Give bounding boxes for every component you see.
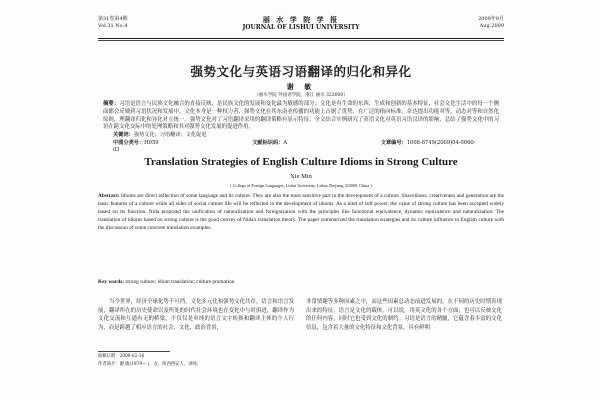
- header-rule-thin: [98, 40, 504, 41]
- keywords-label-cn: 关键词：: [113, 132, 134, 138]
- abstract-text-cn: 习语是语言与民族文化融合的直接反映，是民族文化的发展和变化最为敏感的部分；文化是有生命的东西，生成和创新的基本特征，社会文化生活中的每一个侧面都会反映到习语状况和发展中。文化本身是一种权力者，强势文化在其东南亚传播的功能上占据了优势，在广泛的指向标准，奈达提出功能对等，动态对等和自然化原则，理翻译归化和异化对立统一。强势文化对了习语翻译采用的翻译策略有显示特征。全文结合实例研究了英语文化对英语习语汉译的影响，总结了强势文化中的习语在跨文化交际中的处理策略和其对强势文化发展的促进作用。: [103, 101, 499, 131]
- abstract-cn: [103, 101, 499, 132]
- author-en: Xie Min: [290, 173, 312, 180]
- body-column-left: 当今世界，经济全球化势不可挡，文化多元化和强势文化共存，语言和语言发展，翻译所在的历史使命以及所处的时代社会环境也在变化中与时俱进，翻译作为文化交流和互通有无的桥梁，不仅仅是单纯的语言文字转换和翻译主体的个人行为，而是跨越了相应语言的社会、文化、政治背景，: [98, 299, 294, 331]
- title-en: Translation Strategies of English Culture Idioms in Strong Culture: [144, 156, 458, 168]
- volume-cn: 第31卷第4期: [98, 16, 128, 22]
- footnote-rule: [98, 351, 170, 352]
- abstract-label-cn: 摘要：: [103, 101, 120, 107]
- date-en: Aug.2009: [479, 23, 504, 29]
- footnote-author-bio: 作者简介：谢 敏(1979— )，女，陕西西安人，讲师。: [98, 362, 201, 367]
- doc-code-value: A: [283, 140, 288, 146]
- footnote-received: 收稿日期：2009-02-16: [98, 354, 145, 359]
- running-header: [98, 16, 504, 38]
- keywords-label-en: Key words:: [98, 279, 125, 285]
- journal-name-en: JOURNAL OF LISHUI UNIVERSITY: [242, 24, 360, 31]
- clc-value: H059: [144, 140, 159, 146]
- keywords-cn: [113, 132, 206, 139]
- volume-en: Vol.31 No.4: [98, 23, 128, 29]
- issue-date: [478, 16, 504, 30]
- abstract-en: [98, 193, 504, 233]
- classification-line: [113, 140, 493, 154]
- journal-name: [98, 16, 504, 31]
- clc-label: 中图分类号：: [113, 140, 145, 146]
- body-column-right: 非常情趣等多种因素之中，而这些因素总动态前进发展的，在不同的历史时期表现出来的特征，语言是文化的载体，可以说，用英文化的各个方面，也可以反映文化的任何内容，同时它也受到文化的制约。习语是语言的精髓，它蕴含着丰富的文化信息，包含着大量的文化特征和文化背景，具有鲜明: [306, 299, 502, 331]
- doc-code-field: [252, 140, 333, 146]
- article-no-label: 文章编号：: [380, 140, 407, 146]
- header-rule-thick: [98, 38, 504, 39]
- date-cn: 2009年8月: [478, 16, 504, 22]
- affiliation-en: ( College of Foreign Languages, Lishui University, Lishui Zhejiang 323000, China ): [230, 183, 372, 188]
- author-cn: 谢 敏: [286, 82, 316, 91]
- title-cn: 强势文化与英语习语翻译的归化和异化: [190, 64, 412, 79]
- affiliation-cn: （丽水学院 外国语学院，浙江 丽水 323000）: [254, 93, 348, 98]
- abstract-text-en: Idioms are direct reflection of some language and its culture. They are also the most sensitive part in the development of a culture. Shaveliness, creativeness and generation are the basic features of a culture while all sides of social culture life will be reflected in the development of idioms. As a kind of soft power, the value of strong culture has been accepted widely based on its function. Nida proposed the unification of naturalization and foreignization with the principles like functional equivalence, dynamic equivalence and naturalization. The translation of idioms based on strong culture is the good convey of Nida's translation theory. The paper summarized the translation strategies and its culture influence to English culture with the discussion of some concrete translation examples.: [98, 193, 505, 231]
- keywords-text-en: strong culture; idiom translation; culture promotion: [125, 279, 235, 285]
- clc-field: [113, 140, 205, 146]
- journal-name-cn: 丽 水 学 院 学 报: [262, 15, 340, 24]
- keywords-text-cn: 强势文化；习语翻译；文化促进: [133, 132, 207, 138]
- keywords-en: [98, 279, 504, 285]
- abstract-label-en: Abstract:: [98, 193, 120, 199]
- article-no-value: 1008-6749(2009)04-0060-03: [113, 140, 476, 153]
- doc-code-label: 文献标识码：: [252, 140, 284, 146]
